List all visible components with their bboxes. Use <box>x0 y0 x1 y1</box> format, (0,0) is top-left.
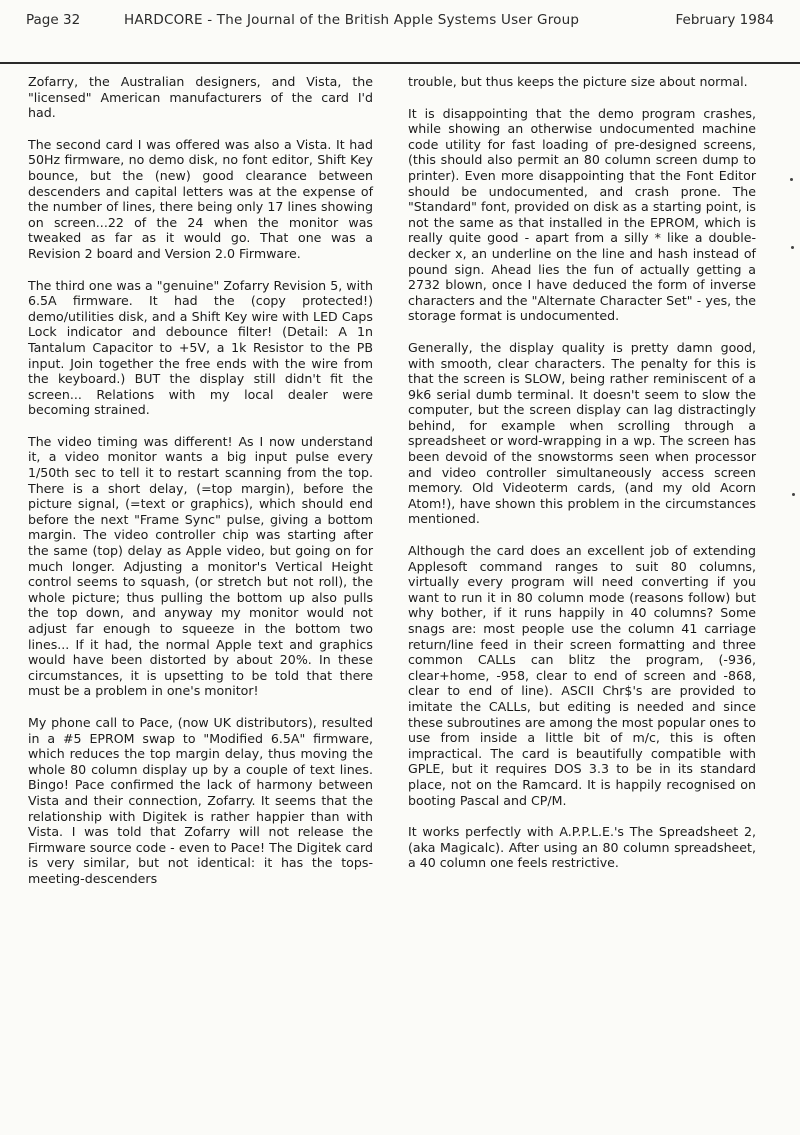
paragraph: The third one was a "genuine" Zofarry Revision 5, with 6.5A firmware. It had the (copy protected!) demo/utilities disk, and a Shift Key wire with LED Caps Lock indicator and debounce filter! (Detail: A 1n Tantalum Capacitor to +5V, a 1k Resistor to the PB input. Join together the free ends with the wire from the keyboard.) BUT the display still didn't fit the screen... Relations with my local dealer were becoming strained. <box>28 277 373 418</box>
paragraph: Although the card does an excellent job of extending Applesoft command ranges to suit 80 columns, virtually every program will need converting if you want to run it in 80 column mode (reasons follow) but why bother, if it runs happily in 40 columns? Some snags are: most people use the column 41 carriage return/line feed in their screen formatting and three common CALLs can blitz the program, (-936, clear+home, -958, clear to end of screen and -868, clear to end of line). ASCII Chr$'s are provided to imitate the CALLs, but editing is needed and since these subroutines are among the most popular ones to use from inside a little bit of m/c, this is often impractical. The card is beautifully compatible with GPLE, but it requires DOS 3.3 to be in its standard place, not on the Ramcard. It is happily recognised on booting Pascal and CP/M. <box>408 543 756 808</box>
paragraph: The video timing was different! As I now understand it, a video monitor wants a big input pulse every 1/50th sec to tell it to restart scanning from the top. There is a short delay, (=top margin), before the picture signal, (=text or graphics), which should end before the next "Frame Sync" pulse, giving a bottom margin. The video controller chip was starting after the same (top) delay as Apple video, but going on for much longer. Adjusting a monitor's Vertical Height control seems to squash, (or stretch but not roll), the whole picture; thus pulling the bottom up also pulls the top down, and anyway my monitor would not adjust far enough to squeeze in the bottom two lines... If it had, the normal Apple text and graphics would have been distorted by about 20%. In these circumstances, it is upsetting to be told that there must be a problem in one's monitor! <box>28 433 373 699</box>
header-rule <box>0 62 800 64</box>
left-column <box>28 74 373 903</box>
paragraph: My phone call to Pace, (now UK distributors), resulted in a #5 EPROM swap to "Modified 6.5A" firmware, which reduces the top margin delay, thus moving the whole 80 column display up by a couple of text lines. Bingo! Pace confirmed the lack of harmony between Vista and their connection, Zofarry. It seems that the relationship with Digitek is rather happier than with Vista. I was told that Zofarry will not release the Firmware source code - even to Pace! The Digitek card is very similar, but not identical: it has the tops-meeting-descenders <box>28 714 373 886</box>
page-number: Page 32 <box>26 12 81 28</box>
paragraph: It is disappointing that the demo program crashes, while showing an otherwise undocumented machine code utility for fast loading of pre-designed screens, (this should also permit an 80 column screen dump to printer). Even more disappointing that the Font Editor should be undocumented, and crash prone. The "Standard" font, provided on disk as a starting point, is not the same as that installed in the EPROM, which is really quite good - apart from a silly * like a double-decker x, an underline on the line and hash instead of pound sign. Ahead lies the fun of actually getting a 2732 blown, once I have deduced the form of inverse characters and the "Alternate Character Set" - yes, the storage format is undocumented. <box>408 105 756 324</box>
issue-date: February 1984 <box>675 12 774 28</box>
scan-speck <box>792 493 795 496</box>
scan-speck <box>791 246 794 249</box>
journal-title: HARDCORE - The Journal of the British Apple Systems User Group <box>124 12 580 28</box>
paragraph: It works perfectly with A.P.P.L.E.'s The Spreadsheet 2, (aka Magicalc). After using an 80 column spreadsheet, a 40 column one feels restrictive. <box>408 824 756 871</box>
paragraph: The second card I was offered was also a Vista. It had 50Hz firmware, no demo disk, no font editor, Shift Key bounce, but the (new) good clearance between descenders and capital letters was at the expense of the number of lines, there being only 17 lines showing on screen...22 of the 24 when the monitor was tweaked as far as it would go. That one was a Revision 2 board and Version 2.0 Firmware. <box>28 136 373 261</box>
scan-speck <box>790 178 793 181</box>
paragraph: Generally, the display quality is pretty damn good, with smooth, clear characters. The penalty for this is that the screen is SLOW, being rather reminiscent of a 9k6 serial dumb terminal. It doesn't seem to slow the computer, but the screen display can lag distractingly behind, for example when scrolling through a spreadsheet or word-wrapping in a wp. The screen has been devoid of the snowstorms seen when processor and video controller simultaneously access screen memory. Old Videoterm cards, (and my old Acorn Atom!), have shown this problem in the circumstances mentioned. <box>408 339 756 527</box>
right-column <box>408 74 756 887</box>
page-header <box>26 12 778 36</box>
paragraph: Zofarry, the Australian designers, and Vista, the "licensed" American manufacturers of the card I'd had. <box>28 74 373 121</box>
paragraph: trouble, but thus keeps the picture size about normal. <box>408 74 748 89</box>
